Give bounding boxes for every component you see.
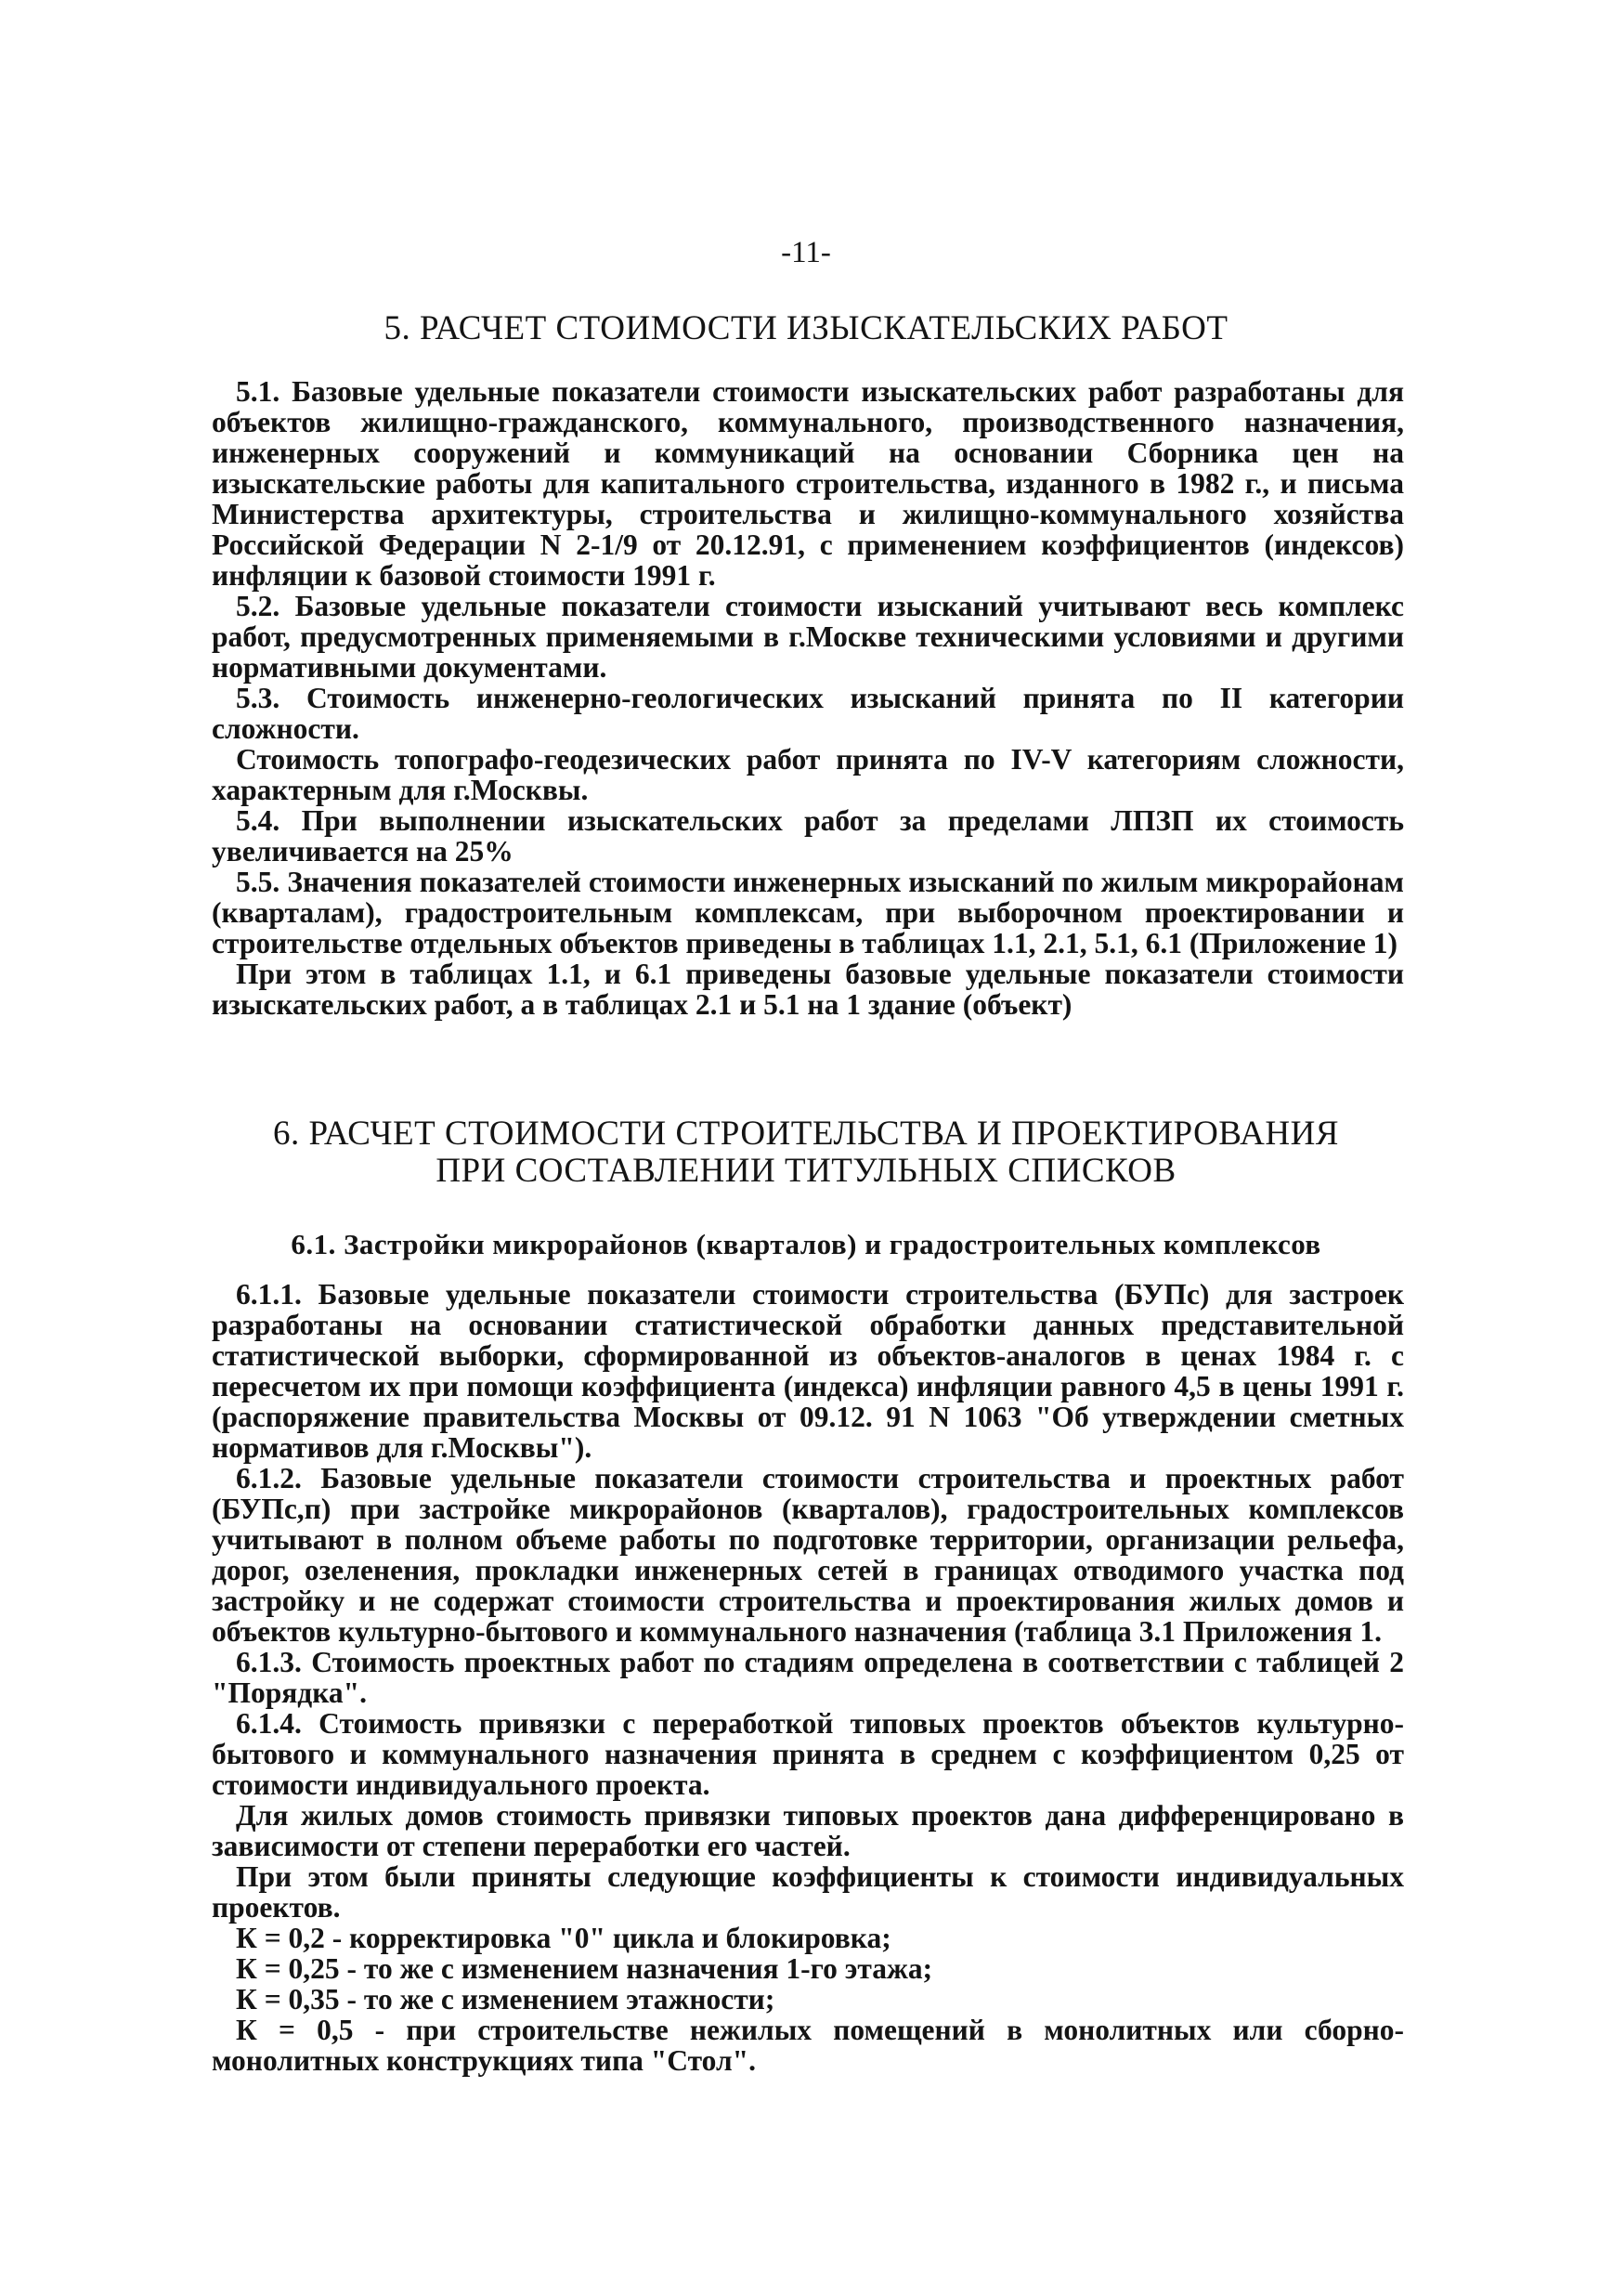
coefficient-0-35: К = 0,35 - то же с изменением этажности; [236,1983,775,2016]
paragraph-5-3: 5.3. Стоимость инженерно-геологических изысканий принята по II категории сложности. [212,682,1404,745]
section-6-title [0,1115,1612,1190]
paragraph-6-1-4-residential: Для жилых домов стоимость привязки типовых проектов дана дифференцировано в зависимости от степени переработки его частей. [212,1799,1404,1862]
coefficient-0-5: К = 0,5 - при строительстве нежилых помещений в монолитных или сборно-монолитных конструкциях типа "Стол". [212,2014,1404,2077]
paragraph-6-1-4-coefficients: При этом были приняты следующие коэффициенты к стоимости индивидуальных проектов. [212,1860,1404,1924]
section-6-title-line-2: ПРИ СОСТАВЛЕНИИ ТИТУЛЬНЫХ СПИСКОВ [436,1152,1176,1190]
paragraph-5-5: 5.5. Значения показателей стоимости инженерных изысканий по жилым микрорайонам (кварталам), градостроительным комплексам, при выборочном проектировании и строительстве отдельных объектов приведены в таблицах 1.1, 2.1, 5.1, 6.1 (Приложение 1) [212,866,1404,959]
paragraph-5-4: 5.4. При выполнении изыскательских работ за пределами ЛПЗП их стоимость увеличивается на 25% [212,804,1404,868]
coefficient-0-2: К = 0,2 - корректировка "0" цикла и блокировка; [236,1922,891,1954]
section-5-title: 5. РАСЧЕТ СТОИМОСТИ ИЗЫСКАТЕЛЬСКИХ РАБОТ [384,309,1228,347]
paragraph-5-5-note: При этом в таблицах 1.1, и 6.1 приведены базовые удельные показатели стоимости изыскательских работ, а в таблицах 2.1 и 5.1 на 1 здание (объект) [212,958,1404,1021]
paragraph-5-1: 5.1. Базовые удельные показатели стоимости изыскательских работ разработаны для объектов жилищно-гражданского, коммунального, производственного назначения, инженерных сооружений и коммуникаций на основании Сборника цен на изыскательские работы для капитального строительства, изданного в 1982 г., и письма Министерства архитектуры, строительства и жилищно-коммунального хозяйства Российской Федерации N 2-1/9 от 20.12.91, с применением коэффициентов (индексов) инфляции к базовой стоимости 1991 г. [212,375,1404,592]
paragraph-5-3-topo: Стоимость топографо-геодезических работ принята по IV-V категориям сложности, характерным для г.Москвы. [212,743,1404,806]
paragraph-6-1-1: 6.1.1. Базовые удельные показатели стоимости строительства (БУПс) для застроек разработаны на основании статистической обработки данных представительной статистической выборки, сформированной из объектов-аналогов в ценах 1984 г. с пересчетом их при помощи коэффициента (индекса) инфляции равного 4,5 в цены 1991 г. (распоряжение правительства Москвы от 09.12. 91 N 1063 "Об утверждении сметных нормативов для г.Москвы"). [212,1278,1404,1464]
page-number: -11- [781,236,831,269]
paragraph-6-1-4: 6.1.4. Стоимость привязки с переработкой типовых проектов объектов культурно-бытового и коммунального назначения принята в среднем с коэффициентом 0,25 от стоимости индивидуального проекта. [212,1707,1404,1801]
paragraph-5-2: 5.2. Базовые удельные показатели стоимости изысканий учитывают весь комплекс работ, предусмотренных применяемыми в г.Москве техническими условиями и другими нормативными документами. [212,590,1404,684]
section-5-body [212,376,1404,1020]
coefficient-0-25: К = 0,25 - то же с изменением назначения 1-го этажа; [236,1952,933,1985]
section-6-body [212,1279,1404,2076]
paragraph-6-1-2: 6.1.2. Базовые удельные показатели стоимости строительства и проектных работ (БУПс,п) при застройке микрорайонов (кварталов), градостроительных комплексов учитывают в полном объеме работы по подготовке территории, организации рельефа, дорог, озеленения, прокладки инженерных сетей в границах отводимого участка под застройку и не содержат стоимости строительства и проектирования жилых домов и объектов культурно-бытового и коммунального назначения (таблица 3.1 Приложения 1. [212,1462,1404,1648]
section-6-title-line-1: 6. РАСЧЕТ СТОИМОСТИ СТРОИТЕЛЬСТВА И ПРОЕКТИРОВАНИЯ [273,1115,1339,1153]
section-6-1-subtitle: 6.1. Застройки микрорайонов (кварталов) и градостроительных комплексов [291,1228,1321,1260]
paragraph-6-1-3: 6.1.3. Стоимость проектных работ по стадиям определена в соответствии с таблицей 2 "Порядка". [212,1646,1404,1709]
